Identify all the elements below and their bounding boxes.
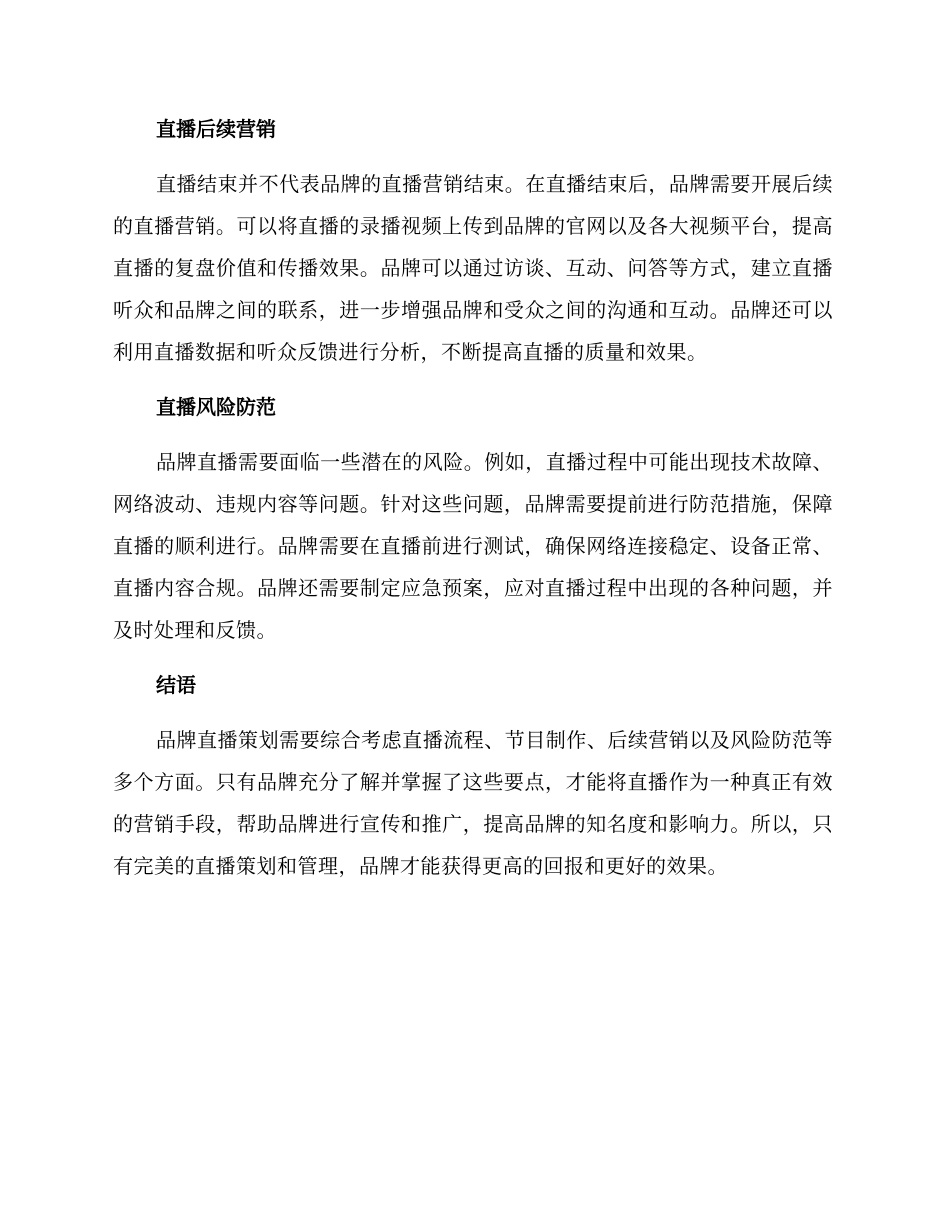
spacer — [113, 706, 833, 719]
spacer — [113, 428, 833, 441]
section-paragraph-risk-prevention: 品牌直播需要面临一些潜在的风险。例如，直播过程中可能出现技术故障、网络波动、违规内容等问题。针对这些问题，品牌需要提前进行防范措施，保障直播的顺利进行。品牌需要在直播前进行测试，确保网络连接稳定、设备正常、直播内容合规。品牌还需要制定应急预案，应对直播过程中出现的各种问题，并及时处理和反馈。 — [113, 450, 833, 642]
document-body — [113, 108, 833, 900]
section-paragraph-post-live-marketing: 直播结束并不代表品牌的直播营销结束。在直播结束后，品牌需要开展后续的直播营销。可以将直播的录播视频上传到品牌的官网以及各大视频平台，提高直播的复盘价值和传播效果。品牌可以通过访谈、互动、问答等方式，建立直播听众和品牌之间的联系，进一步增强品牌和受众之间的沟通和互动。品牌还可以利用直播数据和听众反馈进行分析，不断提高直播的质量和效果。 — [113, 172, 833, 364]
section-heading-risk-prevention: 直播风险防范 — [156, 395, 276, 419]
section-heading-post-live-marketing: 直播后续营销 — [156, 117, 276, 141]
section-paragraph-conclusion: 品牌直播策划需要综合考虑直播流程、节目制作、后续营销以及风险防范等多个方面。只有品牌充分了解并掌握了这些要点，才能将直播作为一种真正有效的营销手段，帮助品牌进行宣传和推广，提高品牌的知名度和影响力。所以，只有完美的直播策划和管理，品牌才能获得更高的回报和更好的效果。 — [113, 728, 833, 878]
section-heading-conclusion: 结语 — [156, 673, 196, 697]
spacer — [113, 150, 833, 163]
